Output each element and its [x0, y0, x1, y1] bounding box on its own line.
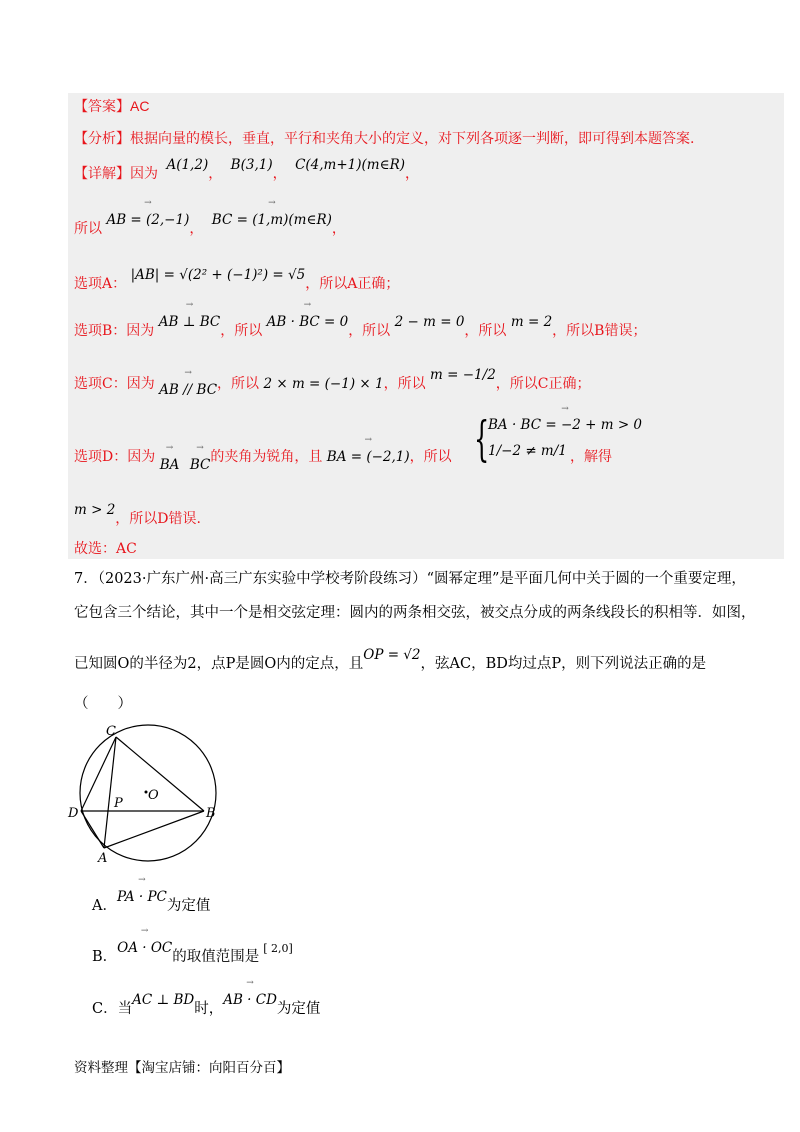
page-footer: 资料整理【淘宝店铺：向阳百分百】 [74, 1060, 290, 1076]
choice-c-label: C．当 [92, 1001, 133, 1017]
option-c-conclusion: ，所以C正确； [495, 376, 591, 392]
detail-line: 【详解】因为 A(1,2)， B(3,1)， C(4,m+1)(m∈R)， [74, 157, 420, 182]
point-c: C(4,m+1)(m∈R) [295, 157, 406, 173]
vectors-line: 所以 → AB = (2,−1)， → BC = (1,m)(m∈R)， [74, 220, 346, 238]
answer-line [74, 97, 149, 116]
option-d-text: ，所以 [409, 449, 452, 465]
analysis-text: 根据向量的模长，垂直，平行和夹角大小的定义，对下列各项逐一判断，即可得到本题答案. [130, 131, 695, 147]
segment-ab [104, 811, 204, 848]
choice-c-mid: 时， [194, 1001, 224, 1017]
choice-b[interactable] [92, 940, 293, 967]
option-c-text: ，所以 [383, 376, 426, 392]
option-d-result: m > 2 [74, 502, 116, 518]
detail-intro: 因为 [130, 166, 158, 182]
system-line-2: 1/−2 ≠ m/1 [488, 443, 567, 459]
answer-tag: 【答案】 [74, 99, 130, 115]
option-a-label: 选项A： [74, 276, 127, 292]
label-o: O [148, 788, 159, 803]
segment-da [81, 811, 104, 848]
point-a: A(1,2) [166, 157, 209, 173]
label-b: B [206, 806, 216, 821]
answer-value: AC [130, 98, 150, 114]
option-b-text: ，所以 [348, 323, 391, 339]
option-d-text: ，解得 [570, 449, 612, 465]
option-d-ba-value: → BA = (−2,1) [327, 448, 410, 466]
choice-b-expr: → OA · OC [117, 939, 172, 957]
option-b-m: m = 2 [510, 314, 553, 330]
choice-b-range: [ 2,0] [263, 942, 293, 955]
option-a-expr: |AB| = √(2² + (−1)²) = √5 [130, 267, 306, 283]
label-a: A [98, 851, 108, 865]
analysis-tag: 【分析】 [74, 131, 130, 147]
option-c-m: m = −1/2 [430, 367, 496, 383]
option-a-conclusion: ，所以A正确； [305, 276, 400, 292]
option-d-label: 选项D：因为 [74, 449, 156, 465]
circle-figure [60, 715, 230, 865]
analysis-line [74, 130, 694, 148]
choice-a[interactable] [92, 889, 211, 915]
question-line-3b: ，弦AC，BD均过点P，则下列说法正确的是 [420, 656, 707, 672]
option-d-ba: → BA [160, 456, 180, 474]
so-prefix: 所以 [74, 221, 102, 237]
option-d-bc: → BC [190, 456, 211, 474]
question-line-3a: 已知圆O的半径为2，点P是圆O内的定点，且 [74, 656, 364, 672]
choice-c-expr2: → AB · CD [223, 991, 277, 1009]
choice-a-label: A． [92, 898, 117, 914]
segment-cd [81, 737, 116, 811]
option-d-conclusion: ，所以D错误. [115, 511, 201, 527]
option-d-result-line [74, 502, 201, 528]
choice-a-text: 为定值 [166, 898, 211, 914]
segment-cb [116, 737, 204, 811]
option-b-line [74, 314, 647, 340]
option-c-label: 选项C：因为 [74, 376, 155, 392]
option-b-text: ，所以 [220, 323, 263, 339]
choice-text: 故选：AC [74, 541, 137, 557]
label-p: P [114, 796, 123, 811]
option-b-label: 选项B：因为 [74, 323, 155, 339]
choice-a-expr: → PA · PC [117, 888, 167, 906]
point-b: B(3,1) [230, 157, 273, 173]
option-c-parallel: → AB // BC [159, 381, 217, 399]
option-b-perp: → AB ⊥ BC [159, 313, 220, 331]
question-line-3 [74, 647, 707, 673]
choice-c-text: 为定值 [276, 1001, 321, 1017]
choice-c[interactable] [92, 992, 321, 1018]
option-d-system: { → BA · BC = −2 + m > 0 1/−2 ≠ m/1 [474, 413, 594, 473]
choice-line [74, 540, 137, 558]
detail-tag: 【详解】 [74, 166, 130, 182]
vector-ab: → AB = (2,−1) [106, 211, 189, 229]
question-line-4: （ ） [74, 696, 132, 712]
question-line-2: 它包含三个结论，其中一个是相交弦定理：圆内的两条相交弦，被交点分成的两条线段长的积相等．如图， [74, 605, 756, 621]
system-line-1: → BA · BC = −2 + m > 0 [488, 417, 642, 433]
label-d: D [68, 806, 79, 821]
choice-c-expr1: AC ⊥ BD [132, 992, 195, 1008]
vector-bc: → BC = (1,m)(m∈R) [212, 211, 332, 229]
option-b-text: ，所以 [464, 323, 507, 339]
choice-b-label: B． [92, 949, 118, 965]
option-d-text: 的夹角为锐角，且 [210, 449, 323, 465]
label-c: C [106, 724, 116, 739]
op-expr: OP = √2 [363, 647, 421, 663]
option-c-text: ，所以 [217, 376, 260, 392]
option-a-line [74, 267, 400, 293]
question-line-1: 7．（2023·广东广州·高三广东实验中学校考阶段练习）“圆幂定理”是平面几何中关于圆的一个重要定理， [74, 571, 746, 587]
option-b-dot: → AB · BC = 0 [267, 313, 349, 331]
option-c-line [74, 367, 591, 398]
option-d-line [74, 448, 452, 473]
option-d-solve [570, 448, 612, 466]
choice-b-text: 的取值范围是 [172, 949, 260, 965]
chord-ca [104, 737, 116, 848]
option-b-conclusion: ，所以B错误； [552, 323, 647, 339]
option-b-eq: 2 − m = 0 [394, 314, 465, 330]
option-c-eq: 2 × m = (−1) × 1 [263, 376, 384, 392]
